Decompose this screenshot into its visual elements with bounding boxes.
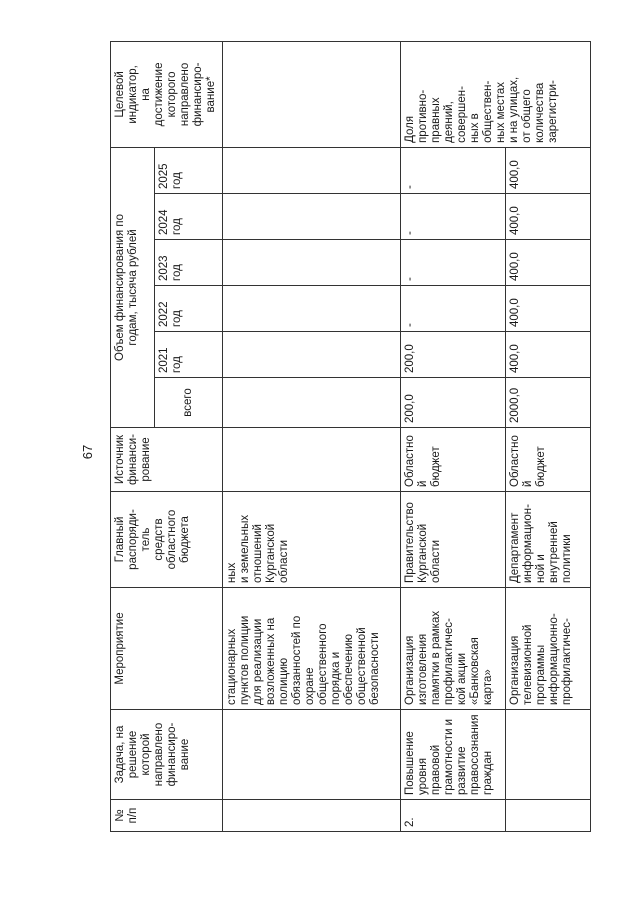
cell-2025: - xyxy=(401,147,506,193)
cell-task: Повышение уровня правовой грамотности и развитие правосознания граждан xyxy=(401,710,506,800)
cell-source: Областной бюджет xyxy=(506,428,591,492)
table-row xyxy=(401,41,506,831)
header-task: Задача, на решение которой направлено финансиро- вание xyxy=(111,710,223,800)
header-manager: Главный распоряди- тель средств областного бюджета xyxy=(111,492,223,588)
cell-total xyxy=(223,378,401,428)
cell-indicator: Доля противно- правных деяний, совершен- ных в обществен- ных местах и на улицах, от общего количества зарегистри- xyxy=(401,41,591,147)
header-total: всего xyxy=(155,378,223,428)
cell-num xyxy=(506,800,591,832)
cell-2023 xyxy=(223,240,401,286)
cell-event: стационарных пунктов полиции для реализации возложенных на полицию обязанностей по охране общественного порядка и обеспечению общественной безопасности xyxy=(223,588,401,710)
header-source: Источник финанси- рование xyxy=(111,428,223,492)
cell-2023: - xyxy=(401,240,506,286)
cell-2025: 400,0 xyxy=(506,147,591,193)
cell-2022 xyxy=(223,286,401,332)
header-row xyxy=(111,41,155,831)
header-2023: 2023 год xyxy=(155,240,223,286)
header-2021: 2021 год xyxy=(155,332,223,378)
cell-num xyxy=(223,800,401,832)
table-row xyxy=(506,41,591,831)
cell-task xyxy=(506,710,591,800)
cell-total: 2000,0 xyxy=(506,378,591,428)
cell-2025 xyxy=(223,147,401,193)
cell-task xyxy=(223,710,401,800)
header-indicator: Целевой индикатор, на достижение которого направлено финансиро- вание* xyxy=(111,41,223,147)
cell-source: Областной бюджет xyxy=(401,428,506,492)
cell-2024: - xyxy=(401,194,506,240)
table-row xyxy=(223,41,401,831)
cell-2023: 400,0 xyxy=(506,240,591,286)
cell-indicator xyxy=(223,41,401,147)
cell-num: 2. xyxy=(401,800,506,832)
funding-table xyxy=(110,41,591,832)
cell-source xyxy=(223,428,401,492)
cell-2021 xyxy=(223,332,401,378)
header-2025: 2025 год xyxy=(155,147,223,193)
header-funding: Объем финансирования по годам, тысяча рублей xyxy=(111,147,155,427)
header-num: № п/п xyxy=(111,800,223,832)
cell-2024 xyxy=(223,194,401,240)
cell-manager: ных и земельных отношений Курганской области xyxy=(223,492,401,588)
cell-2022: 400,0 xyxy=(506,286,591,332)
header-2022: 2022 год xyxy=(155,286,223,332)
header-event: Мероприятие xyxy=(111,588,223,710)
cell-2022: - xyxy=(401,286,506,332)
cell-manager: Департамент информацион- ной и внутренней политики xyxy=(506,492,591,588)
cell-2021: 400,0 xyxy=(506,332,591,378)
page-number: 67 xyxy=(80,444,95,460)
cell-manager: Правительство Курганской области xyxy=(401,492,506,588)
cell-2021: 200,0 xyxy=(401,332,506,378)
header-2024: 2024 год xyxy=(155,194,223,240)
cell-event: Организация изготовления памятки в рамках профилактичес- кой акции «Банковская карта» xyxy=(401,588,506,710)
cell-total: 200,0 xyxy=(401,378,506,428)
cell-event: Организация телевизионной программы информационно- профилактичес- xyxy=(506,588,591,710)
cell-2024: 400,0 xyxy=(506,194,591,240)
rotated-page xyxy=(110,42,590,832)
